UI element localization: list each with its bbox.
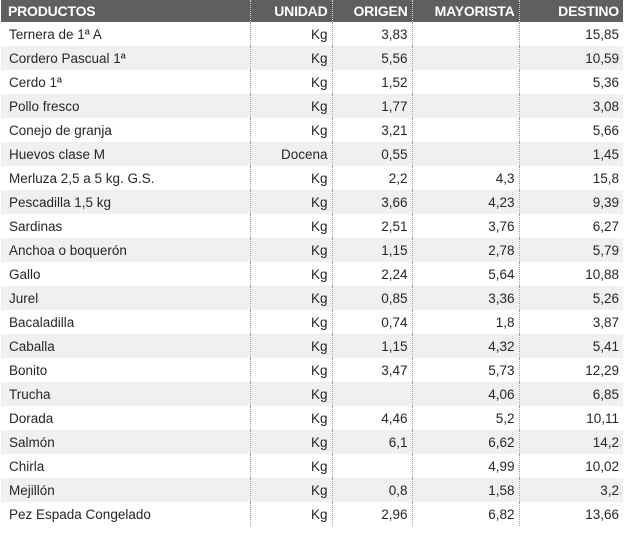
- table-row: [1, 310, 623, 334]
- cell-unit: Kg: [250, 478, 332, 502]
- cell-unit: Kg: [250, 22, 332, 46]
- table-row: [1, 262, 623, 286]
- header-row: [1, 0, 623, 22]
- table-row: [1, 430, 623, 454]
- cell-wholesale-price: 1,58: [412, 478, 519, 502]
- cell-origin-price: 0,74: [332, 310, 412, 334]
- cell-unit: Kg: [250, 94, 332, 118]
- cell-wholesale-price: 4,32: [412, 334, 519, 358]
- cell-wholesale-price: 5,73: [412, 358, 519, 382]
- cell-wholesale-price: [412, 118, 519, 142]
- cell-wholesale-price: 1,8: [412, 310, 519, 334]
- table-row: [1, 142, 623, 166]
- header-productos[interactable]: PRODUCTOS: [1, 0, 250, 22]
- cell-destination-price: 5,79: [519, 238, 623, 262]
- cell-origin-price: 3,83: [332, 22, 412, 46]
- table-row: [1, 358, 623, 382]
- cell-product: Conejo de granja: [1, 118, 250, 142]
- cell-product: Merluza 2,5 a 5 kg. G.S.: [1, 166, 250, 190]
- cell-unit: Kg: [250, 166, 332, 190]
- cell-product: Bonito: [1, 358, 250, 382]
- header-origen[interactable]: ORIGEN: [332, 0, 412, 22]
- cell-destination-price: 6,85: [519, 382, 623, 406]
- table-row: [1, 214, 623, 238]
- cell-wholesale-price: [412, 70, 519, 94]
- table-row: [1, 238, 623, 262]
- cell-wholesale-price: 4,3: [412, 166, 519, 190]
- cell-origin-price: 4,46: [332, 406, 412, 430]
- cell-destination-price: 5,36: [519, 70, 623, 94]
- cell-wholesale-price: 6,62: [412, 430, 519, 454]
- cell-destination-price: 10,59: [519, 46, 623, 70]
- cell-destination-price: 9,39: [519, 190, 623, 214]
- cell-origin-price: 3,47: [332, 358, 412, 382]
- cell-product: Cordero Pascual 1ª: [1, 46, 250, 70]
- table-body: [1, 22, 623, 526]
- table-row: [1, 46, 623, 70]
- cell-origin-price: 0,85: [332, 286, 412, 310]
- cell-origin-price: 2,51: [332, 214, 412, 238]
- cell-unit: Kg: [250, 214, 332, 238]
- cell-unit: Kg: [250, 382, 332, 406]
- table-row: [1, 334, 623, 358]
- cell-wholesale-price: [412, 22, 519, 46]
- header-mayorista[interactable]: MAYORISTA: [412, 0, 519, 22]
- cell-origin-price: [332, 454, 412, 478]
- cell-destination-price: 10,88: [519, 262, 623, 286]
- cell-origin-price: 6,1: [332, 430, 412, 454]
- cell-product: Pez Espada Congelado: [1, 502, 250, 526]
- cell-product: Jurel: [1, 286, 250, 310]
- cell-origin-price: 1,52: [332, 70, 412, 94]
- cell-wholesale-price: 6,82: [412, 502, 519, 526]
- cell-wholesale-price: [412, 94, 519, 118]
- cell-destination-price: 5,41: [519, 334, 623, 358]
- cell-product: Cerdo 1ª: [1, 70, 250, 94]
- cell-origin-price: 5,56: [332, 46, 412, 70]
- cell-unit: Kg: [250, 310, 332, 334]
- cell-product: Trucha: [1, 382, 250, 406]
- cell-unit: Kg: [250, 118, 332, 142]
- cell-destination-price: 3,87: [519, 310, 623, 334]
- header-unidad[interactable]: UNIDAD: [250, 0, 332, 22]
- cell-origin-price: 2,2: [332, 166, 412, 190]
- table-row: [1, 286, 623, 310]
- cell-unit: Kg: [250, 406, 332, 430]
- cell-destination-price: 14,2: [519, 430, 623, 454]
- cell-wholesale-price: 5,64: [412, 262, 519, 286]
- cell-destination-price: 3,2: [519, 478, 623, 502]
- cell-destination-price: 3,08: [519, 94, 623, 118]
- cell-unit: Kg: [250, 70, 332, 94]
- header-destino[interactable]: DESTINO: [519, 0, 623, 22]
- cell-destination-price: 5,66: [519, 118, 623, 142]
- cell-unit: Kg: [250, 238, 332, 262]
- table-row: [1, 502, 623, 526]
- cell-unit: Docena: [250, 142, 332, 166]
- cell-origin-price: 3,66: [332, 190, 412, 214]
- cell-destination-price: 15,85: [519, 22, 623, 46]
- cell-origin-price: [332, 382, 412, 406]
- cell-product: Pollo fresco: [1, 94, 250, 118]
- cell-product: Bacaladilla: [1, 310, 250, 334]
- cell-unit: Kg: [250, 502, 332, 526]
- cell-product: Chirla: [1, 454, 250, 478]
- table-header: [1, 0, 623, 22]
- cell-origin-price: 2,96: [332, 502, 412, 526]
- cell-wholesale-price: 4,23: [412, 190, 519, 214]
- cell-wholesale-price: 2,78: [412, 238, 519, 262]
- table-row: [1, 94, 623, 118]
- cell-wholesale-price: 4,06: [412, 382, 519, 406]
- cell-product: Huevos clase M: [1, 142, 250, 166]
- cell-origin-price: 1,77: [332, 94, 412, 118]
- cell-origin-price: 3,21: [332, 118, 412, 142]
- cell-wholesale-price: 4,99: [412, 454, 519, 478]
- cell-origin-price: 0,8: [332, 478, 412, 502]
- cell-unit: Kg: [250, 454, 332, 478]
- cell-wholesale-price: [412, 46, 519, 70]
- cell-product: Caballa: [1, 334, 250, 358]
- table-row: [1, 118, 623, 142]
- cell-unit: Kg: [250, 286, 332, 310]
- cell-wholesale-price: 3,76: [412, 214, 519, 238]
- cell-product: Mejillón: [1, 478, 250, 502]
- cell-destination-price: 5,26: [519, 286, 623, 310]
- cell-destination-price: 12,29: [519, 358, 623, 382]
- cell-origin-price: 2,24: [332, 262, 412, 286]
- cell-product: Ternera de 1ª A: [1, 22, 250, 46]
- cell-destination-price: 6,27: [519, 214, 623, 238]
- table-row: [1, 478, 623, 502]
- table-row: [1, 22, 623, 46]
- cell-destination-price: 1,45: [519, 142, 623, 166]
- cell-product: Gallo: [1, 262, 250, 286]
- cell-destination-price: 10,11: [519, 406, 623, 430]
- table-row: [1, 382, 623, 406]
- table-row: [1, 454, 623, 478]
- cell-unit: Kg: [250, 430, 332, 454]
- table-row: [1, 70, 623, 94]
- cell-product: Salmón: [1, 430, 250, 454]
- cell-unit: Kg: [250, 334, 332, 358]
- table-row: [1, 166, 623, 190]
- cell-product: Pescadilla 1,5 kg: [1, 190, 250, 214]
- cell-unit: Kg: [250, 190, 332, 214]
- cell-unit: Kg: [250, 46, 332, 70]
- cell-wholesale-price: [412, 142, 519, 166]
- cell-destination-price: 13,66: [519, 502, 623, 526]
- cell-destination-price: 10,02: [519, 454, 623, 478]
- cell-origin-price: 1,15: [332, 238, 412, 262]
- cell-unit: Kg: [250, 262, 332, 286]
- table-row: [1, 190, 623, 214]
- cell-wholesale-price: 3,36: [412, 286, 519, 310]
- cell-origin-price: 1,15: [332, 334, 412, 358]
- cell-origin-price: 0,55: [332, 142, 412, 166]
- cell-product: Sardinas: [1, 214, 250, 238]
- cell-unit: Kg: [250, 358, 332, 382]
- table-row: [1, 406, 623, 430]
- cell-destination-price: 15,8: [519, 166, 623, 190]
- cell-product: Dorada: [1, 406, 250, 430]
- price-table: [1, 0, 623, 526]
- cell-wholesale-price: 5,2: [412, 406, 519, 430]
- cell-product: Anchoa o boquerón: [1, 238, 250, 262]
